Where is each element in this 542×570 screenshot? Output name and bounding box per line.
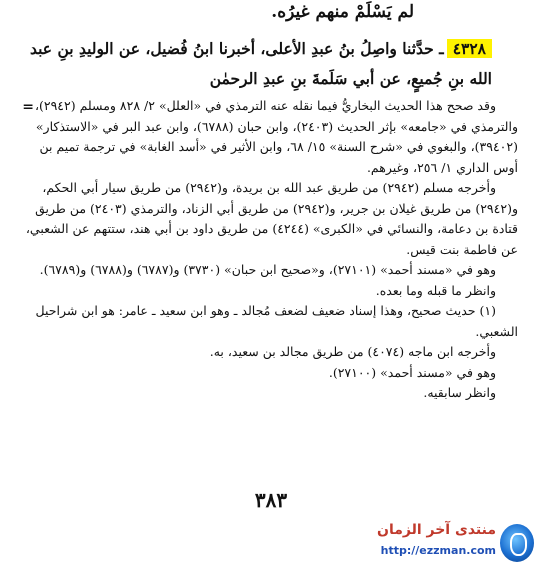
hadith-text bbox=[22, 34, 492, 94]
previous-hadith-ending: لم يَسْلَمْ منهم غيرُه. bbox=[271, 2, 414, 22]
forum-watermark bbox=[348, 522, 538, 566]
shield-logo-icon bbox=[500, 524, 534, 562]
commentary-paragraph: (١) حديث صحيح، وهذا إسناد ضعيف لضعف مُجالد ـ وهو ابن سعيد ـ عامر: هو ابن شراحيل الشعبي. bbox=[35, 303, 518, 339]
commentary-paragraph: وأخرجه ابن ماجه (٤٠٧٤) من طريق مجالد بن سعيد، به. bbox=[209, 344, 496, 359]
continuation-marker: = bbox=[22, 99, 34, 115]
commentary-paragraph: وقد صحح هذا الحديث البخاريُّ فيما نقله عنه الترمذي في «العلل» ٢/ ٨٢٨ ومسلم (٢٩٤٢)، والترمذي في «جامعه» بإثر الحديث (٢٤٠٣)، وابن حبان (٦٧٨٨)، وابن عبد البر في «الاستذكار» (٣٩٤٠٢)، والبغوي في «شرح السنة» ١٥/ ٦٨، وابن الأثير في «أسد الغابة» في ترجمة تميم بن أوس الداري ١/ ٢٥٦، وغيرهم. bbox=[34, 98, 518, 175]
hadith-number: ٤٣٢٨ bbox=[447, 39, 492, 58]
commentary-paragraph: وأخرجه مسلم (٢٩٤٢) من طريق عبد الله بن بريدة، و(٢٩٤٢) من طريق سيار أبي الحكم، و(٢٩٤٢) من طريق غيلان بن جرير، و(٢٩٤٢) من طريق أبي الزناد، والترمذي (٢٤٠٣) من طريق قتادة بن دعامة، والنسائي في «الكبرى» (٤٢٤٤) من طريق داود بن أبي هند، ستتهم عن الشعبي، عن فاطمة بنت قيس. bbox=[25, 180, 518, 257]
watermark-title: منتدى آخر الزمان bbox=[377, 522, 496, 538]
hadith-dash: ـ bbox=[439, 39, 444, 58]
hadith-isnad: حدَّثنا واصِلُ بنُ عبدِ الأعلى، أخبرنا ابنُ فُضيل، عن الوليدِ بنِ عبد الله بنِ جُميعٍ، عن أبي سَلَمةَ بنِ عبدِ الرحمٰن bbox=[29, 39, 492, 88]
commentary-paragraph: وانظر ما قبله وما بعده. bbox=[375, 282, 496, 298]
commentary-paragraph: وهو في «مسند أحمد» (٢٧١٠١)، و«صحيح ابن حبان» (٣٧٣٠) و(٦٧٨٧) و(٦٧٨٨) و(٦٧٨٩). bbox=[39, 262, 496, 277]
page-number: ٣٨٣ bbox=[254, 488, 288, 512]
commentary-paragraph: وهو في «مسند أحمد» (٢٧١٠٠). bbox=[328, 364, 496, 380]
footnote-commentary bbox=[20, 96, 518, 404]
commentary-paragraph: وانظر سابقيه. bbox=[423, 385, 496, 400]
watermark-url: http://ezzman.com bbox=[380, 544, 496, 557]
